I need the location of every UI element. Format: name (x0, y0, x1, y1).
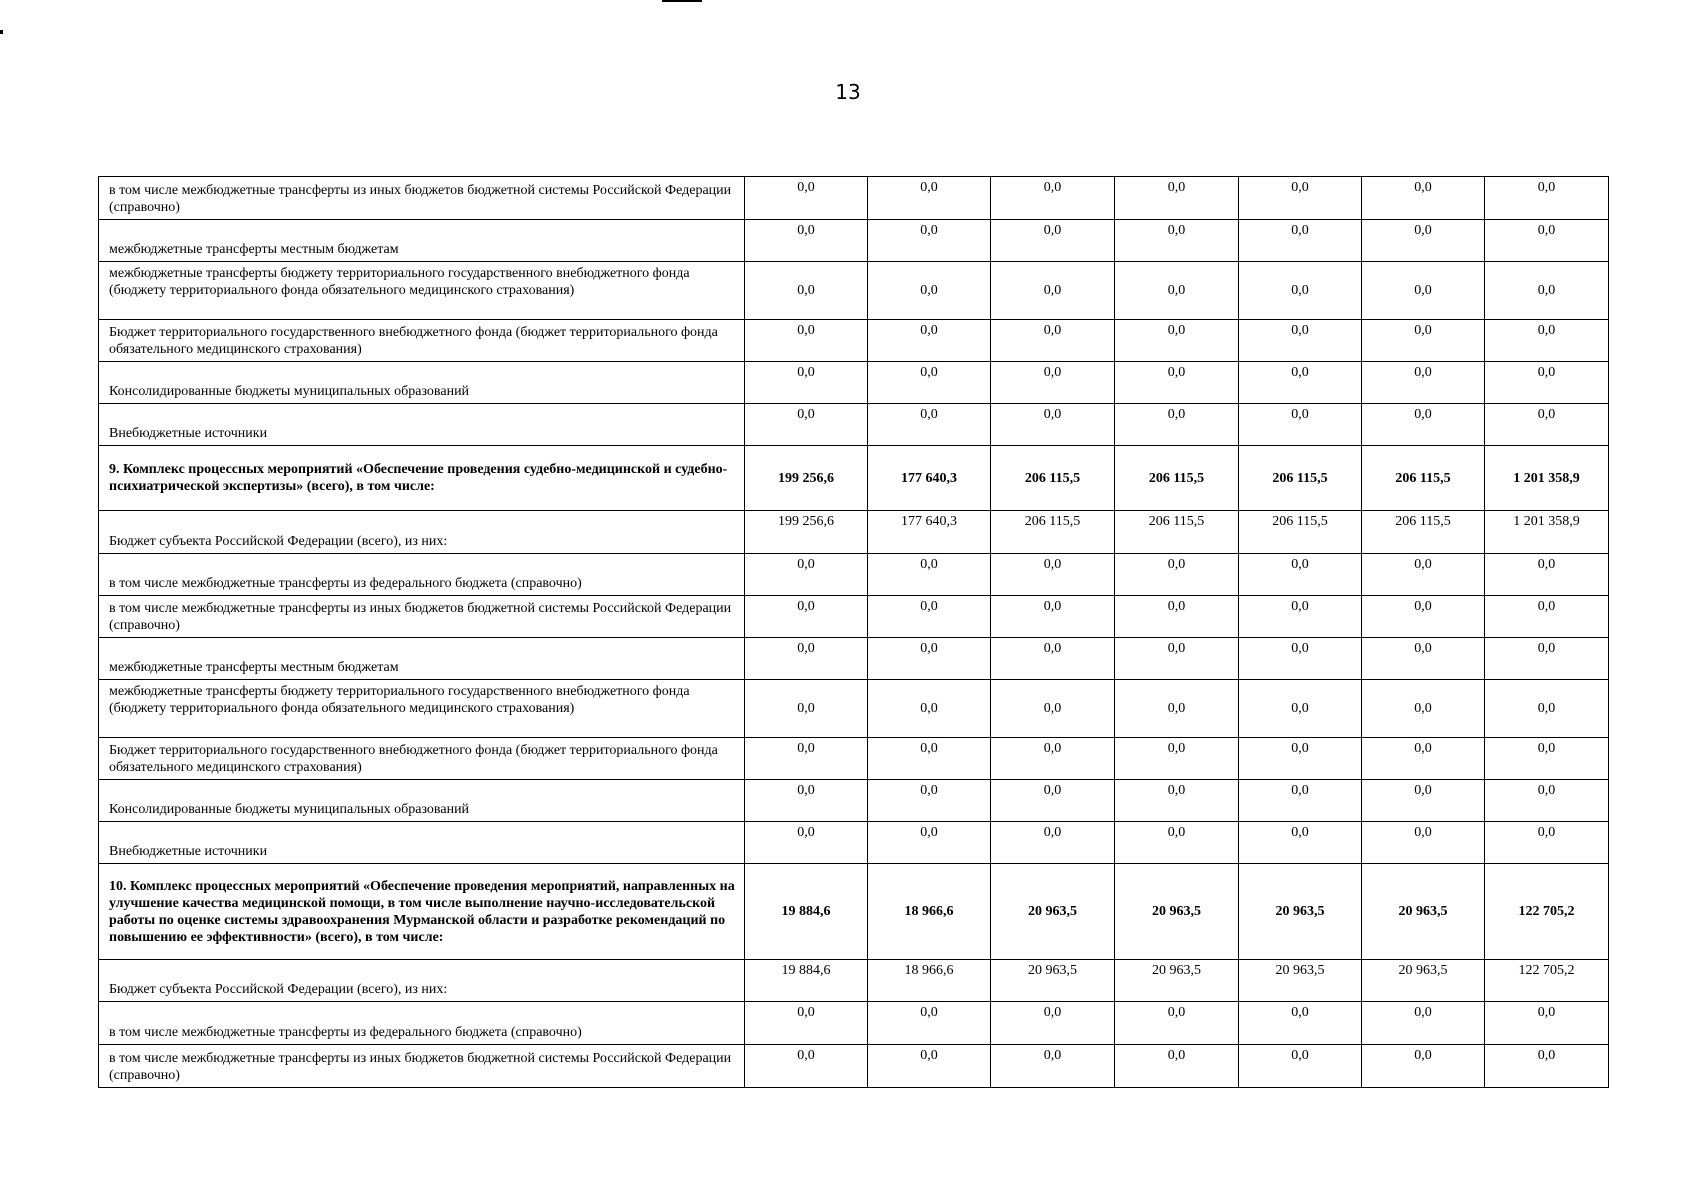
value-cell: 0,0 (991, 596, 1115, 638)
row-label: межбюджетные трансферты бюджету территориального государственного внебюджетного фонда (бюджету территориального фонда обязательного медицинского страхования) (99, 680, 745, 738)
value-cell: 0,0 (868, 362, 991, 404)
value-cell: 206 115,5 (1362, 511, 1485, 554)
value-cell: 0,0 (1485, 362, 1609, 404)
value-cell: 0,0 (1485, 780, 1609, 822)
table-row (99, 177, 1609, 220)
value-cell: 18 966,6 (868, 960, 991, 1002)
table-row (99, 404, 1609, 446)
table-row (99, 446, 1609, 511)
value-cell: 0,0 (1362, 822, 1485, 864)
value-cell: 0,0 (1485, 554, 1609, 596)
value-cell: 0,0 (1115, 320, 1239, 362)
value-cell: 0,0 (1362, 404, 1485, 446)
value-cell: 0,0 (1115, 738, 1239, 780)
value-cell: 0,0 (1362, 220, 1485, 262)
value-cell: 206 115,5 (1115, 511, 1239, 554)
table-row (99, 596, 1609, 638)
value-cell: 0,0 (1485, 596, 1609, 638)
table-row (99, 960, 1609, 1002)
row-label: 9. Комплекс процессных мероприятий «Обеспечение проведения судебно-медицинской и судебно-психиатрической экспертизы» (всего), в том числе: (99, 446, 745, 511)
value-cell: 199 256,6 (745, 511, 868, 554)
value-cell: 0,0 (868, 780, 991, 822)
value-cell: 0,0 (1362, 554, 1485, 596)
value-cell: 0,0 (1115, 1045, 1239, 1088)
value-cell: 0,0 (1115, 596, 1239, 638)
value-cell: 0,0 (1485, 404, 1609, 446)
value-cell: 0,0 (1115, 362, 1239, 404)
value-cell: 0,0 (1239, 404, 1362, 446)
row-label: в том числе межбюджетные трансферты из федерального бюджета (справочно) (99, 554, 745, 596)
value-cell: 206 115,5 (1362, 446, 1485, 511)
value-cell: 20 963,5 (1362, 960, 1485, 1002)
value-cell: 206 115,5 (1239, 511, 1362, 554)
value-cell: 0,0 (1362, 738, 1485, 780)
value-cell: 0,0 (1362, 262, 1485, 320)
page-number: 13 (835, 80, 861, 104)
value-cell: 0,0 (868, 220, 991, 262)
value-cell: 0,0 (868, 262, 991, 320)
value-cell: 0,0 (1485, 262, 1609, 320)
budget-table (98, 176, 1609, 1088)
scan-top-mark (662, 0, 702, 2)
value-cell: 0,0 (991, 822, 1115, 864)
table-row (99, 320, 1609, 362)
value-cell: 0,0 (1239, 596, 1362, 638)
value-cell: 0,0 (1362, 680, 1485, 738)
value-cell: 0,0 (1239, 262, 1362, 320)
table-row (99, 362, 1609, 404)
value-cell: 0,0 (1485, 822, 1609, 864)
value-cell: 0,0 (991, 320, 1115, 362)
value-cell: 0,0 (745, 680, 868, 738)
row-label: Бюджет территориального государственного внебюджетного фонда (бюджет территориального фонда обязательного медицинского страхования) (99, 320, 745, 362)
table-row (99, 1045, 1609, 1088)
value-cell: 0,0 (1485, 638, 1609, 680)
row-label: 10. Комплекс процессных мероприятий «Обеспечение проведения мероприятий, направленных на улучшение качества медицинской помощи, в том числе выполнение научно-исследовательской работы по оценке системы здравоохранения Мурманской области и разработке рекомендаций по повышению ее эффективности» (всего), в том числе: (99, 864, 745, 960)
value-cell: 206 115,5 (1115, 446, 1239, 511)
value-cell: 20 963,5 (1239, 960, 1362, 1002)
value-cell: 0,0 (991, 738, 1115, 780)
value-cell: 0,0 (1485, 680, 1609, 738)
value-cell: 0,0 (1115, 177, 1239, 220)
value-cell: 0,0 (991, 177, 1115, 220)
value-cell: 0,0 (991, 680, 1115, 738)
value-cell: 199 256,6 (745, 446, 868, 511)
value-cell: 0,0 (1485, 177, 1609, 220)
value-cell: 0,0 (745, 362, 868, 404)
value-cell: 0,0 (745, 638, 868, 680)
value-cell: 0,0 (991, 362, 1115, 404)
value-cell: 0,0 (745, 596, 868, 638)
row-label: в том числе межбюджетные трансферты из иных бюджетов бюджетной системы Российской Федерации (справочно) (99, 596, 745, 638)
value-cell: 0,0 (991, 1002, 1115, 1045)
value-cell: 206 115,5 (991, 446, 1115, 511)
value-cell: 0,0 (1362, 780, 1485, 822)
value-cell: 0,0 (1239, 1045, 1362, 1088)
value-cell: 0,0 (1115, 404, 1239, 446)
value-cell: 0,0 (1115, 822, 1239, 864)
value-cell: 0,0 (991, 220, 1115, 262)
value-cell: 0,0 (868, 320, 991, 362)
value-cell: 0,0 (868, 822, 991, 864)
value-cell: 0,0 (1362, 362, 1485, 404)
value-cell: 0,0 (1239, 554, 1362, 596)
value-cell: 0,0 (1362, 1045, 1485, 1088)
value-cell: 0,0 (745, 554, 868, 596)
value-cell: 0,0 (745, 738, 868, 780)
value-cell: 0,0 (1239, 220, 1362, 262)
value-cell: 0,0 (991, 554, 1115, 596)
table-row (99, 822, 1609, 864)
table-row (99, 738, 1609, 780)
value-cell: 0,0 (1485, 320, 1609, 362)
value-cell: 20 963,5 (1115, 864, 1239, 960)
value-cell: 0,0 (1362, 177, 1485, 220)
value-cell: 0,0 (745, 780, 868, 822)
value-cell: 0,0 (868, 680, 991, 738)
value-cell: 0,0 (745, 320, 868, 362)
value-cell: 0,0 (745, 404, 868, 446)
table-row (99, 262, 1609, 320)
value-cell: 122 705,2 (1485, 960, 1609, 1002)
value-cell: 0,0 (868, 177, 991, 220)
value-cell: 0,0 (1239, 362, 1362, 404)
value-cell: 19 884,6 (745, 864, 868, 960)
value-cell: 0,0 (1239, 738, 1362, 780)
value-cell: 177 640,3 (868, 446, 991, 511)
row-label: в том числе межбюджетные трансферты из иных бюджетов бюджетной системы Российской Федерации (справочно) (99, 177, 745, 220)
value-cell: 0,0 (868, 1045, 991, 1088)
value-cell: 0,0 (1115, 780, 1239, 822)
value-cell: 0,0 (1115, 554, 1239, 596)
value-cell: 0,0 (1239, 1002, 1362, 1045)
table-row (99, 680, 1609, 738)
row-label: Бюджет субъекта Российской Федерации (всего), из них: (99, 960, 745, 1002)
value-cell: 0,0 (1115, 262, 1239, 320)
value-cell: 1 201 358,9 (1485, 511, 1609, 554)
table-row (99, 638, 1609, 680)
value-cell: 0,0 (745, 177, 868, 220)
value-cell: 177 640,3 (868, 511, 991, 554)
value-cell: 0,0 (868, 596, 991, 638)
value-cell: 0,0 (1485, 220, 1609, 262)
value-cell: 0,0 (991, 262, 1115, 320)
row-label: межбюджетные трансферты бюджету территориального государственного внебюджетного фонда (бюджету территориального фонда обязательного медицинского страхования) (99, 262, 745, 320)
value-cell: 0,0 (745, 262, 868, 320)
row-label: в том числе межбюджетные трансферты из федерального бюджета (справочно) (99, 1002, 745, 1045)
value-cell: 0,0 (1239, 780, 1362, 822)
value-cell: 1 201 358,9 (1485, 446, 1609, 511)
value-cell: 0,0 (1362, 638, 1485, 680)
value-cell: 20 963,5 (991, 960, 1115, 1002)
row-label: Консолидированные бюджеты муниципальных образований (99, 362, 745, 404)
value-cell: 20 963,5 (1239, 864, 1362, 960)
row-label: Внебюджетные источники (99, 822, 745, 864)
value-cell: 0,0 (991, 404, 1115, 446)
value-cell: 0,0 (745, 220, 868, 262)
value-cell: 0,0 (1362, 596, 1485, 638)
value-cell: 0,0 (1362, 320, 1485, 362)
value-cell: 0,0 (991, 638, 1115, 680)
value-cell: 0,0 (1115, 680, 1239, 738)
value-cell: 0,0 (1239, 822, 1362, 864)
table-row (99, 511, 1609, 554)
value-cell: 0,0 (1239, 680, 1362, 738)
row-label: Внебюджетные источники (99, 404, 745, 446)
value-cell: 0,0 (1362, 1002, 1485, 1045)
value-cell: 122 705,2 (1485, 864, 1609, 960)
value-cell: 0,0 (991, 780, 1115, 822)
table-row (99, 864, 1609, 960)
value-cell: 0,0 (1485, 738, 1609, 780)
row-label: Консолидированные бюджеты муниципальных образований (99, 780, 745, 822)
value-cell: 0,0 (745, 822, 868, 864)
table-row (99, 220, 1609, 262)
value-cell: 0,0 (991, 1045, 1115, 1088)
value-cell: 0,0 (868, 1002, 991, 1045)
value-cell: 20 963,5 (1362, 864, 1485, 960)
value-cell: 19 884,6 (745, 960, 868, 1002)
table-row (99, 780, 1609, 822)
value-cell: 18 966,6 (868, 864, 991, 960)
value-cell: 0,0 (1485, 1002, 1609, 1045)
value-cell: 0,0 (745, 1002, 868, 1045)
row-label: в том числе межбюджетные трансферты из иных бюджетов бюджетной системы Российской Федерации (справочно) (99, 1045, 745, 1088)
table-row (99, 1002, 1609, 1045)
value-cell: 0,0 (1485, 1045, 1609, 1088)
value-cell: 0,0 (1115, 1002, 1239, 1045)
value-cell: 20 963,5 (1115, 960, 1239, 1002)
value-cell: 0,0 (1115, 638, 1239, 680)
value-cell: 0,0 (745, 1045, 868, 1088)
value-cell: 20 963,5 (991, 864, 1115, 960)
value-cell: 0,0 (1239, 638, 1362, 680)
table-row (99, 554, 1609, 596)
value-cell: 0,0 (1115, 220, 1239, 262)
row-label: Бюджет субъекта Российской Федерации (всего), из них: (99, 511, 745, 554)
row-label: межбюджетные трансферты местным бюджетам (99, 220, 745, 262)
value-cell: 0,0 (868, 554, 991, 596)
value-cell: 0,0 (868, 638, 991, 680)
value-cell: 206 115,5 (1239, 446, 1362, 511)
scan-edge-mark (0, 30, 3, 34)
row-label: межбюджетные трансферты местным бюджетам (99, 638, 745, 680)
value-cell: 0,0 (1239, 320, 1362, 362)
value-cell: 206 115,5 (991, 511, 1115, 554)
row-label: Бюджет территориального государственного внебюджетного фонда (бюджет территориального фонда обязательного медицинского страхования) (99, 738, 745, 780)
value-cell: 0,0 (868, 404, 991, 446)
value-cell: 0,0 (868, 738, 991, 780)
value-cell: 0,0 (1239, 177, 1362, 220)
